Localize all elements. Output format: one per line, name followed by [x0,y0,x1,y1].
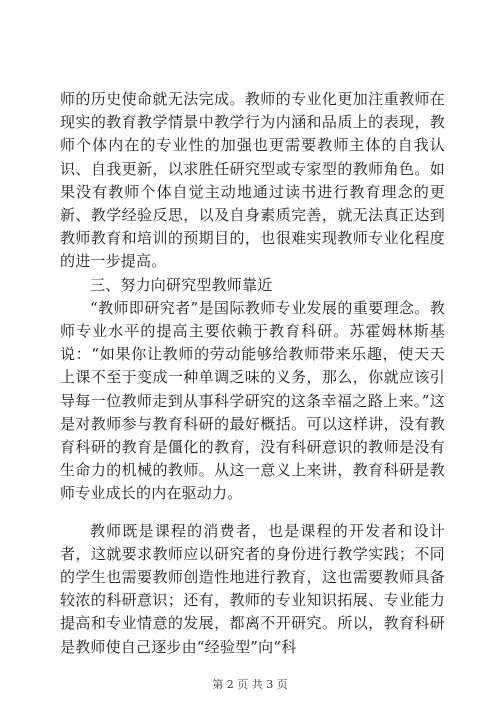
paragraph-continuation: 师的历史使命就无法完成。教师的专业化更加注重教师在现实的教育教学情景中教学行为内涵和品质上的表现，教师个体内在的专业性的加强也更需要教师主体的自我认识、自我更新，以求胜任研究型或专家型的教师角色。如果没有教师个体自觉主动地通过读书进行教育理念的更新、教学经验反思，以及自身素质完善，就无法真正达到教师教育和培训的预期目的，也很难实现教师专业化程度的进一步提高。 [60,90,445,271]
page-number-label: 第 2 页 共 3 页 [212,678,288,691]
document-body [60,88,445,659]
paragraph-curriculum-research: 教师既是课程的消费者，也是课程的开发者和设计者，这就要求教师应以研究者的身份进行教学实践；不同的学生也需要教师创造性地进行教育，这也需要教师具备较浓的科研意识；还有，教师的专业知识拓展、专业能力提高和专业情意的发展，都离不开研究。所以，教育科研是教师使自己逐步由“经验型”向“科 [60,521,445,656]
page-footer [0,678,500,692]
section-heading: 三、努力向研究型教师靠近 [90,275,273,294]
paragraph-teacher-researcher: “教师即研究者”是国际教师专业发展的重要理念。教师专业水平的提高主要依赖于教育科研。苏霍姆林斯基说：“如果你让教师的劳动能够给教师带来乐趣，使天天上课不至于变成一种单调乏味的义务，那么，你就应该引导每一位教师走到从事科学研究的这条幸福之路上来。”这是对教师参与教育科研的最好概括。可以这样讲，没有教育科研的教育是僵化的教育，没有科研意识的教师是没有生命力的机械的教师。从这一意义上来讲，教育科研是教师专业成长的内在驱动力。 [60,298,445,503]
